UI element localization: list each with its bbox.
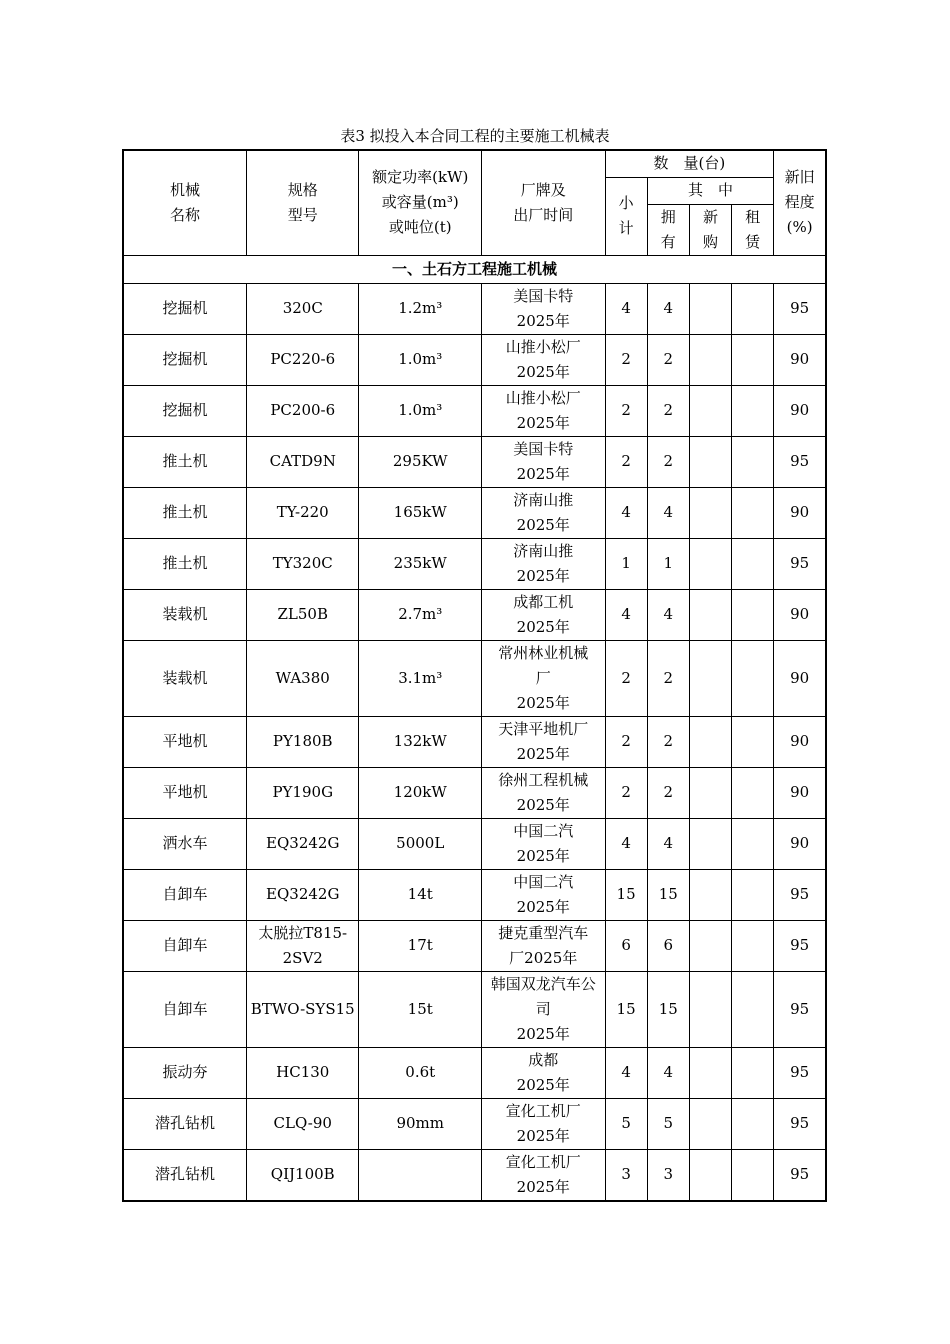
header-power-capacity: 额定功率(kW) 或容量(m³) 或吨位(t) [359,150,482,255]
cell-new [689,436,731,487]
cell-model: PY180B [247,716,359,767]
cell-power: 5000L [359,818,482,869]
cell-owned: 5 [647,1098,689,1149]
table-row [123,716,826,767]
cell-power: 1.2m³ [359,283,482,334]
cell-condition: 90 [774,487,826,538]
cell-subtotal: 4 [605,487,647,538]
cell-owned: 2 [647,640,689,716]
cell-maker: 徐州工程机械 2025年 [482,767,606,818]
cell-power: 17t [359,920,482,971]
cell-new [689,589,731,640]
cell-power: 120kW [359,767,482,818]
cell-maker: 捷克重型汽车 厂2025年 [482,920,606,971]
cell-subtotal: 4 [605,283,647,334]
cell-condition: 90 [774,640,826,716]
cell-condition: 90 [774,818,826,869]
cell-model: WA380 [247,640,359,716]
cell-new [689,716,731,767]
cell-name: 自卸车 [123,920,247,971]
cell-name: 挖掘机 [123,334,247,385]
cell-new [689,1149,731,1201]
cell-maker: 济南山推 2025年 [482,487,606,538]
cell-subtotal: 2 [605,716,647,767]
cell-maker: 成都 2025年 [482,1047,606,1098]
cell-condition: 90 [774,767,826,818]
cell-condition: 90 [774,334,826,385]
cell-maker: 宣化工机厂 2025年 [482,1149,606,1201]
cell-new [689,283,731,334]
section-title: 一、土石方工程施工机械 [123,255,826,283]
cell-power: 295KW [359,436,482,487]
cell-subtotal: 15 [605,869,647,920]
cell-maker: 山推小松厂 2025年 [482,334,606,385]
cell-subtotal: 2 [605,436,647,487]
cell-name: 自卸车 [123,869,247,920]
table-row [123,640,826,716]
cell-new [689,920,731,971]
cell-name: 推土机 [123,538,247,589]
cell-subtotal: 2 [605,385,647,436]
cell-maker: 宣化工机厂 2025年 [482,1098,606,1149]
table-row [123,436,826,487]
header-spec-model: 规格 型号 [247,150,359,255]
cell-power [359,1149,482,1201]
cell-owned: 15 [647,869,689,920]
cell-subtotal: 4 [605,1047,647,1098]
table-row [123,589,826,640]
cell-subtotal: 5 [605,1098,647,1149]
cell-condition: 90 [774,385,826,436]
cell-new [689,385,731,436]
table-row [123,385,826,436]
table-row [123,1149,826,1201]
cell-condition: 95 [774,869,826,920]
cell-new [689,1098,731,1149]
cell-name: 自卸车 [123,971,247,1047]
cell-maker: 天津平地机厂 2025年 [482,716,606,767]
cell-condition: 95 [774,920,826,971]
cell-model: 太脱拉T815-2SV2 [247,920,359,971]
cell-model: EQ3242G [247,818,359,869]
cell-subtotal: 4 [605,589,647,640]
cell-maker: 常州林业机械 厂 2025年 [482,640,606,716]
cell-rented [732,436,774,487]
cell-rented [732,283,774,334]
table-row [123,818,826,869]
cell-subtotal: 2 [605,767,647,818]
header-condition: 新旧 程度 (%) [774,150,826,255]
cell-power: 3.1m³ [359,640,482,716]
table-row [123,920,826,971]
header-row-1 [123,150,826,177]
cell-maker: 美国卡特 2025年 [482,436,606,487]
cell-rented [732,334,774,385]
cell-name: 平地机 [123,716,247,767]
cell-rented [732,1149,774,1201]
cell-condition: 90 [774,589,826,640]
cell-rented [732,971,774,1047]
cell-owned: 2 [647,767,689,818]
header-owned: 拥 有 [647,204,689,255]
cell-condition: 95 [774,283,826,334]
cell-new [689,487,731,538]
cell-condition: 95 [774,538,826,589]
cell-owned: 6 [647,920,689,971]
cell-name: 潜孔钻机 [123,1149,247,1201]
cell-name: 装载机 [123,589,247,640]
cell-owned: 1 [647,538,689,589]
table-row [123,1047,826,1098]
cell-name: 洒水车 [123,818,247,869]
cell-owned: 2 [647,716,689,767]
table-row [123,538,826,589]
cell-subtotal: 15 [605,971,647,1047]
table-row [123,971,826,1047]
cell-condition: 90 [774,716,826,767]
cell-subtotal: 3 [605,1149,647,1201]
header-among: 其 中 [647,177,774,204]
cell-subtotal: 4 [605,818,647,869]
cell-condition: 95 [774,971,826,1047]
section-row [123,255,826,283]
cell-condition: 95 [774,1047,826,1098]
cell-subtotal: 6 [605,920,647,971]
cell-new [689,971,731,1047]
header-new-purchase: 新 购 [689,204,731,255]
header-rented: 租 赁 [732,204,774,255]
cell-rented [732,640,774,716]
cell-model: PY190G [247,767,359,818]
cell-owned: 4 [647,283,689,334]
table-row [123,1098,826,1149]
cell-condition: 95 [774,1098,826,1149]
cell-model: TY320C [247,538,359,589]
cell-model: CLQ-90 [247,1098,359,1149]
cell-rented [732,385,774,436]
cell-name: 推土机 [123,487,247,538]
cell-subtotal: 2 [605,640,647,716]
cell-model: PC200-6 [247,385,359,436]
cell-maker: 美国卡特 2025年 [482,283,606,334]
cell-name: 装载机 [123,640,247,716]
cell-name: 推土机 [123,436,247,487]
cell-new [689,538,731,589]
cell-owned: 4 [647,1047,689,1098]
cell-subtotal: 2 [605,334,647,385]
cell-model: EQ3242G [247,869,359,920]
cell-power: 235kW [359,538,482,589]
cell-rented [732,1098,774,1149]
header-maker-date: 厂牌及 出厂时间 [482,150,606,255]
cell-maker: 济南山推 2025年 [482,538,606,589]
cell-model: TY-220 [247,487,359,538]
cell-maker: 成都工机 2025年 [482,589,606,640]
cell-power: 1.0m³ [359,334,482,385]
cell-name: 潜孔钻机 [123,1098,247,1149]
cell-rented [732,538,774,589]
cell-power: 1.0m³ [359,385,482,436]
cell-rented [732,767,774,818]
cell-rented [732,920,774,971]
cell-name: 挖掘机 [123,283,247,334]
cell-rented [732,818,774,869]
cell-power: 132kW [359,716,482,767]
cell-rented [732,869,774,920]
cell-name: 振动夯 [123,1047,247,1098]
header-machine-name: 机械 名称 [123,150,247,255]
cell-owned: 3 [647,1149,689,1201]
cell-model: 320C [247,283,359,334]
cell-power: 14t [359,869,482,920]
table-row [123,767,826,818]
machinery-table [122,149,827,1202]
cell-power: 90mm [359,1098,482,1149]
cell-owned: 4 [647,589,689,640]
cell-power: 15t [359,971,482,1047]
cell-new [689,818,731,869]
cell-subtotal: 1 [605,538,647,589]
cell-power: 165kW [359,487,482,538]
table-title: 表3 拟投入本合同工程的主要施工机械表 [340,127,610,145]
cell-name: 平地机 [123,767,247,818]
cell-maker: 中国二汽 2025年 [482,869,606,920]
cell-owned: 4 [647,818,689,869]
cell-maker: 韩国双龙汽车公 司 2025年 [482,971,606,1047]
cell-model: QIJ100B [247,1149,359,1201]
cell-name: 挖掘机 [123,385,247,436]
cell-model: HC130 [247,1047,359,1098]
cell-new [689,334,731,385]
cell-maker: 山推小松厂 2025年 [482,385,606,436]
cell-rented [732,487,774,538]
table-row [123,487,826,538]
header-quantity: 数 量(台) [605,150,774,177]
cell-model: CATD9N [247,436,359,487]
cell-rented [732,716,774,767]
cell-maker: 中国二汽 2025年 [482,818,606,869]
cell-owned: 4 [647,487,689,538]
table-row [123,283,826,334]
cell-condition: 95 [774,436,826,487]
cell-owned: 2 [647,436,689,487]
cell-rented [732,589,774,640]
table-row [123,869,826,920]
cell-new [689,1047,731,1098]
header-subtotal: 小 计 [605,177,647,255]
cell-owned: 15 [647,971,689,1047]
cell-model: BTWO-SYS15 [247,971,359,1047]
cell-power: 0.6t [359,1047,482,1098]
cell-new [689,869,731,920]
table-row [123,334,826,385]
cell-new [689,767,731,818]
cell-condition: 95 [774,1149,826,1201]
cell-rented [732,1047,774,1098]
cell-new [689,640,731,716]
cell-model: PC220-6 [247,334,359,385]
cell-model: ZL50B [247,589,359,640]
cell-power: 2.7m³ [359,589,482,640]
cell-owned: 2 [647,334,689,385]
cell-owned: 2 [647,385,689,436]
